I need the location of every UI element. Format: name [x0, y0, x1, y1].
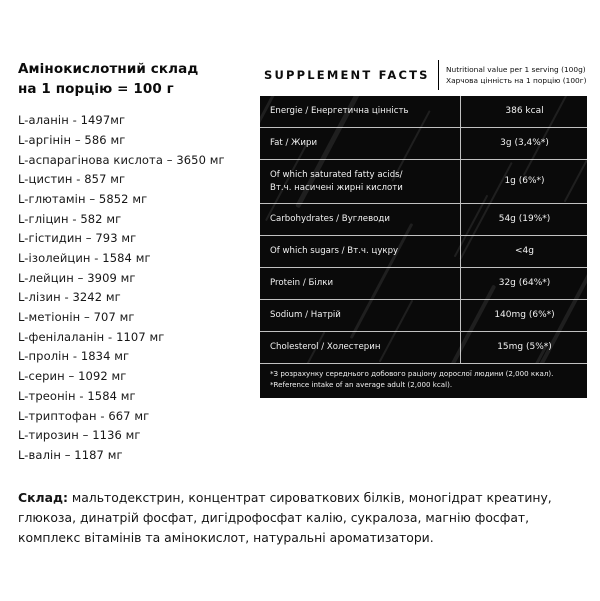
table-row	[260, 96, 587, 128]
list-item: L-лізин - 3242 мг	[18, 290, 121, 305]
nutrient-label-en: Fat / Жири	[270, 138, 318, 149]
list-item: L-фенілаланін - 1107 мг	[18, 329, 165, 344]
nutrient-label-en: Protein / Білки	[270, 278, 334, 289]
nutrition-table	[260, 96, 587, 363]
nutrient-label	[260, 128, 460, 160]
nutrient-value: 15mg (5%*)	[460, 332, 587, 364]
supplement-facts-section	[260, 60, 587, 398]
table-row	[260, 332, 587, 364]
serving-info	[438, 60, 587, 90]
nutrient-label-en: Of which saturated fatty acids/	[270, 170, 403, 181]
list-item: L-ізолейцин - 1584 мг	[18, 251, 151, 266]
nutrient-label	[260, 204, 460, 236]
composition-label: Склад:	[18, 489, 68, 505]
nutrient-label-en: Cholesterol / Холестерин	[270, 342, 381, 353]
list-item: L-гістидин – 793 мг	[18, 231, 137, 246]
table-row	[260, 204, 587, 236]
nutrient-label-en: Sodium / Натрій	[270, 310, 341, 321]
content-columns	[18, 60, 587, 466]
nutrient-value: 386 kcal	[460, 96, 587, 128]
list-item: L-триптофан - 667 мг	[18, 408, 150, 423]
amino-acid-section	[18, 60, 246, 466]
nutrient-label	[260, 332, 460, 364]
amino-acid-title-line2: на 1 порцію = 100 г	[18, 80, 174, 97]
composition-text: мальтодекстрин, концентрат сироваткових білків, моногідрат креатину, глюкоза, динатрій фосфат, дигідрофосфат калію, сукралоза, магнію фосфат, комплекс вітамінів та амінокислот, натуральні ароматизатори.	[18, 489, 552, 545]
nutrient-label	[260, 300, 460, 332]
composition-section	[18, 488, 582, 548]
footnote-en: *Reference intake of an average adult (2,000 kcal).	[270, 379, 453, 389]
nutrient-value: 140mg (6%*)	[460, 300, 587, 332]
amino-acid-title-line1: Амінокислотний склад	[18, 61, 199, 77]
table-row	[260, 160, 587, 204]
nutrient-value: <4g	[460, 236, 587, 268]
nutrient-label	[260, 96, 460, 128]
footnote-ua: *З розрахунку середнього добового раціону дорослої людини (2,000 ккал).	[270, 369, 554, 379]
nutrient-value: 54g (19%*)	[460, 204, 587, 236]
list-item: L-аспарагінова кислота – 3650 мг	[18, 152, 225, 167]
nutrient-label	[260, 160, 460, 204]
table-row	[260, 236, 587, 268]
nutrient-value: 3g (3,4%*)	[460, 128, 587, 160]
table-row	[260, 128, 587, 160]
list-item: L-серин – 1092 мг	[18, 369, 127, 384]
nutrition-table-panel	[260, 96, 587, 398]
list-item: L-лейцин – 3909 мг	[18, 270, 136, 285]
nutrient-label-ua: Вт.ч. насичені жирні кислоти	[270, 182, 403, 193]
table-row	[260, 300, 587, 332]
nutrient-label-en: Carbohydrates / Вуглеводи	[270, 214, 390, 225]
serving-info-ua: Харчова цінність на 1 порцію (100г)	[446, 76, 587, 85]
list-item: L-тирозин – 1136 мг	[18, 428, 141, 443]
nutrient-value: 1g (6%*)	[460, 160, 587, 204]
list-item: L-гліцин - 582 мг	[18, 211, 122, 226]
list-item: L-аланін - 1497мг	[18, 113, 126, 128]
list-item: L-пролін - 1834 мг	[18, 349, 130, 364]
nutrient-label	[260, 268, 460, 300]
footnote	[260, 363, 587, 397]
amino-acid-title	[18, 60, 246, 99]
nutrient-label-en: Of which sugars / Вт.ч. цукру	[270, 246, 399, 257]
list-item: L-глютамін – 5852 мг	[18, 191, 148, 206]
list-item: L-валін – 1187 мг	[18, 447, 123, 462]
supplement-facts-title: SUPPLEMENT FACTS	[264, 68, 430, 82]
list-item: L-аргінін – 586 мг	[18, 132, 126, 147]
list-item: L-метіонін – 707 мг	[18, 310, 135, 325]
list-item: L-цистин - 857 мг	[18, 172, 126, 187]
table-row	[260, 268, 587, 300]
list-item: L-треонін - 1584 мг	[18, 388, 136, 403]
nutrient-value: 32g (64%*)	[460, 268, 587, 300]
serving-info-en: Nutritional value per 1 serving (100g)	[446, 64, 586, 74]
amino-acid-list	[18, 111, 246, 465]
nutrient-label-en: Energie / Енергетична цінність	[270, 106, 409, 117]
nutrient-label	[260, 236, 460, 268]
supplement-facts-header	[260, 60, 587, 90]
